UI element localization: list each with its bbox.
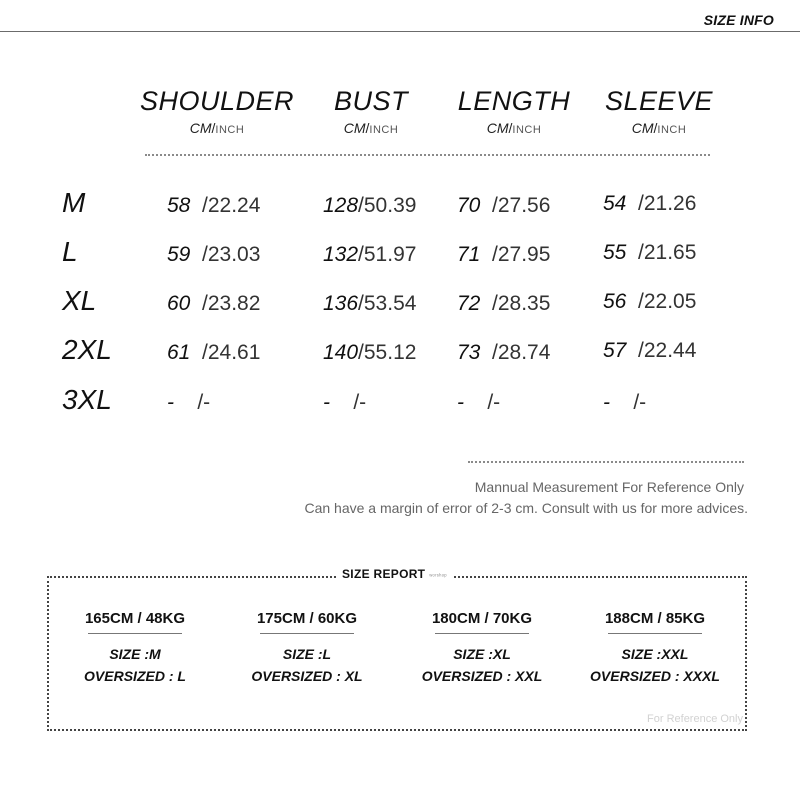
cell-cm: 54 — [603, 192, 627, 215]
unit-separator: / — [211, 120, 216, 136]
cell-inch: /51.97 — [358, 243, 417, 266]
cell-bust-3xl — [323, 390, 366, 416]
unit-cm: CM — [343, 120, 366, 136]
report-rule — [88, 633, 182, 634]
report-rule — [260, 633, 354, 634]
cell-cm: 72 — [457, 292, 481, 315]
size-label-xl: XL — [62, 285, 97, 316]
cell-inch: /22.44 — [638, 339, 697, 362]
unit-separator: / — [653, 120, 658, 136]
cell-inch: /55.12 — [358, 341, 417, 364]
cell-inch: /- — [633, 391, 647, 414]
cell-shoulder-l — [167, 242, 260, 268]
unit-separator: / — [508, 120, 513, 136]
column-unit — [574, 120, 744, 136]
report-oversized: OVERSIZED : XXXL — [590, 668, 720, 684]
cell-bust-xl — [323, 291, 416, 317]
report-size: SIZE :M — [109, 646, 161, 662]
report-size: SIZE :XXL — [621, 646, 689, 662]
report-height-weight: 188CM / 85KG — [604, 610, 706, 627]
cell-length-3xl — [457, 390, 500, 416]
cell-cm: 136 — [323, 292, 359, 315]
cell-cm: - — [603, 391, 610, 414]
cell-inch: /28.35 — [492, 292, 551, 315]
cell-length-m — [457, 193, 550, 219]
cell-cm: 60 — [167, 292, 191, 315]
cell-bust-2xl — [323, 340, 416, 366]
cell-cm: 70 — [457, 194, 481, 217]
report-rule — [435, 633, 529, 634]
cell-cm: - — [323, 391, 330, 414]
cell-inch: /27.56 — [492, 194, 551, 217]
cell-cm: 59 — [167, 243, 191, 266]
report-rule — [608, 633, 702, 634]
error-margin-note: Can have a margin of error of 2-3 cm. Consult with us for more advices. — [304, 500, 748, 516]
unit-cm: CM — [631, 120, 654, 136]
cell-cm: 140 — [323, 341, 359, 364]
cell-inch: /22.05 — [638, 290, 697, 313]
cell-inch: /50.39 — [358, 194, 417, 217]
unit-inch: INCH — [512, 124, 542, 136]
cell-cm: 132 — [323, 243, 359, 266]
column-unit — [132, 120, 302, 136]
size-label-m: M — [62, 187, 86, 218]
column-header-sleeve — [574, 86, 744, 136]
cell-length-2xl — [457, 340, 550, 366]
unit-cm: CM — [486, 120, 509, 136]
cell-bust-l — [323, 242, 416, 268]
column-name: LENGTH — [457, 86, 571, 116]
column-name: SHOULDER — [139, 86, 295, 116]
cell-inch: /- — [197, 391, 211, 414]
cell-cm: 128 — [323, 194, 359, 217]
cell-bust-m — [323, 193, 416, 219]
header-dotted-divider — [145, 154, 710, 156]
cell-inch: /53.54 — [358, 292, 417, 315]
report-entry — [397, 610, 567, 684]
cell-shoulder-3xl — [167, 390, 210, 416]
cell-cm: 56 — [603, 290, 627, 313]
cell-cm: - — [167, 391, 174, 414]
report-entry — [50, 610, 220, 684]
page-title: SIZE INFO — [703, 12, 774, 28]
report-size: SIZE :XL — [453, 646, 511, 662]
report-oversized: OVERSIZED : L — [84, 668, 186, 684]
cell-inch: /21.26 — [638, 192, 697, 215]
report-height-weight: 180CM / 70KG — [431, 610, 533, 627]
cell-cm: - — [457, 391, 464, 414]
cell-shoulder-2xl — [167, 340, 260, 366]
report-footnote: For Reference Only — [647, 713, 743, 725]
header-divider — [0, 31, 800, 32]
report-entry — [570, 610, 740, 684]
size-report-tiny-mark: ʷᵒʳˢʰᵒᵖ — [429, 574, 447, 580]
cell-cm: 57 — [603, 339, 627, 362]
measurement-note: Mannual Measurement For Reference Only — [474, 479, 744, 495]
size-report-title — [336, 567, 453, 581]
cell-shoulder-xl — [167, 291, 260, 317]
column-header-shoulder — [132, 86, 302, 136]
report-oversized: OVERSIZED : XXL — [421, 668, 543, 684]
report-entry — [222, 610, 392, 684]
size-report-title-text: SIZE REPORT — [342, 567, 426, 581]
cell-sleeve-3xl — [603, 390, 646, 416]
cell-inch: /- — [353, 391, 367, 414]
cell-inch: /28.74 — [492, 341, 551, 364]
size-label-l: L — [62, 236, 78, 267]
cell-inch: /21.65 — [638, 241, 697, 264]
unit-separator: / — [365, 120, 370, 136]
cell-cm: 58 — [167, 194, 191, 217]
size-label-3xl: 3XL — [62, 384, 112, 415]
cell-inch: /24.61 — [202, 341, 261, 364]
unit-cm: CM — [189, 120, 212, 136]
report-oversized: OVERSIZED : XL — [251, 668, 363, 684]
cell-cm: 73 — [457, 341, 481, 364]
cell-sleeve-m — [603, 191, 696, 217]
report-height-weight: 165CM / 48KG — [84, 610, 186, 627]
report-size: SIZE :L — [282, 646, 332, 662]
cell-inch: /27.95 — [492, 243, 551, 266]
cell-inch: /23.03 — [202, 243, 261, 266]
size-label-2xl: 2XL — [62, 334, 112, 365]
cell-inch: /22.24 — [202, 194, 261, 217]
cell-inch: /23.82 — [202, 292, 261, 315]
report-height-weight: 175CM / 60KG — [256, 610, 358, 627]
cell-sleeve-xl — [603, 289, 696, 315]
cell-length-l — [457, 242, 550, 268]
unit-inch: INCH — [369, 124, 399, 136]
column-name: SLEEVE — [604, 86, 714, 116]
cell-inch: /- — [487, 391, 501, 414]
cell-sleeve-l — [603, 240, 696, 266]
cell-sleeve-2xl — [603, 338, 696, 364]
cell-length-xl — [457, 291, 550, 317]
unit-inch: INCH — [657, 124, 687, 136]
cell-shoulder-m — [167, 193, 260, 219]
cell-cm: 61 — [167, 341, 191, 364]
cell-cm: 55 — [603, 241, 627, 264]
unit-inch: INCH — [215, 124, 245, 136]
column-name: BUST — [333, 86, 408, 116]
cell-cm: 71 — [457, 243, 481, 266]
note-dotted-divider — [468, 461, 744, 463]
